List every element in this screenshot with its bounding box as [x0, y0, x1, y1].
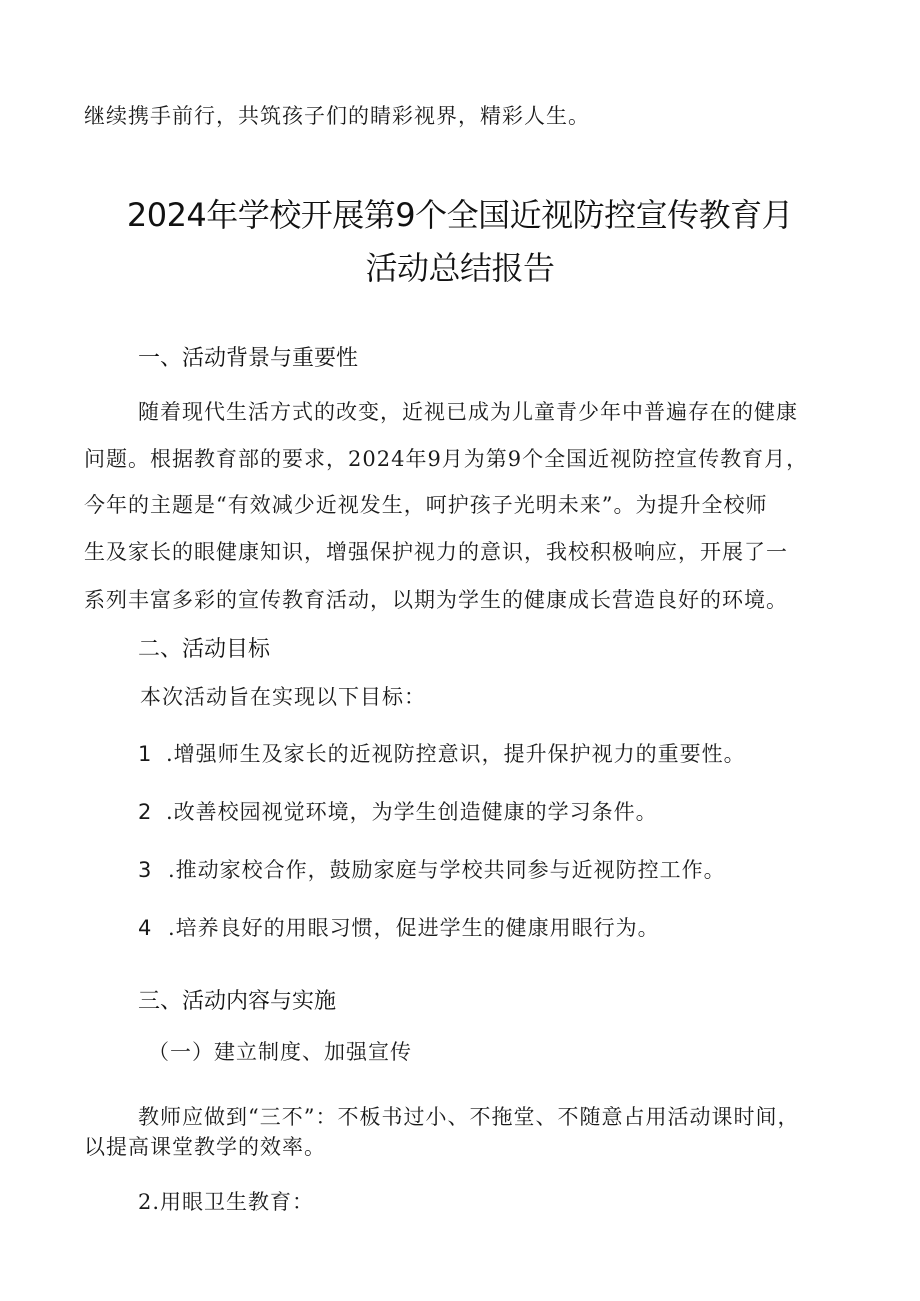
paragraph-line: 今年的主题是“有效减少近视发生，呵护孩子光明未来”。为提升全校师 [84, 493, 768, 517]
section3-subheading: （一）建立制度、加强宣传 [148, 1040, 412, 1064]
goal-number: 1 [138, 742, 153, 766]
paragraph-line: 问题。根据教育部的要求，2024年9月为第9个全国近视防控宣传教育月， [84, 447, 809, 471]
page-title-line-1: 2024年学校开展第9个全国近视防控宣传教育月 [126, 196, 794, 234]
goal-number: 4 [138, 916, 153, 940]
section1-heading: 一、活动背景与重要性 [138, 346, 359, 371]
goal-text: .培养良好的用眼习惯，促进学生的健康用眼行为。 [168, 916, 660, 940]
goal-number: 2 [138, 800, 153, 824]
paragraph-line: 以提高课堂教学的效率。 [84, 1135, 326, 1159]
goal-text: .增强师生及家长的近视防控意识，提升保护视力的重要性。 [166, 742, 746, 766]
list-item [138, 856, 726, 884]
intro-line: 继续携手前行，共筑孩子们的睛彩视界，精彩人生。 [84, 104, 590, 128]
paragraph-line: 系列丰富多彩的宣传教育活动，以期为学生的健康成长营造良好的环境。 [84, 588, 788, 612]
section3-heading: 三、活动内容与实施 [138, 989, 337, 1014]
paragraph-line: 教师应做到“三不”：不板书过小、不拖堂、不随意占用活动课时间， [138, 1105, 800, 1129]
list-item [138, 914, 660, 942]
section3-item-2: 2.用眼卫生教育： [138, 1190, 315, 1214]
paragraph-line: 随着现代生活方式的改变，近视已成为儿童青少年中普遍存在的健康 [138, 400, 798, 424]
paragraph-line: 生及家长的眼健康知识，增强保护视力的意识，我校积极响应，开展了一 [84, 540, 788, 564]
goal-number: 3 [138, 858, 153, 882]
goal-text: .推动家校合作，鼓励家庭与学校共同参与近视防控工作。 [168, 858, 726, 882]
goal-text: .改善校园视觉环境，为学生创造健康的学习条件。 [166, 800, 658, 824]
list-item [138, 740, 746, 768]
section2-heading: 二、活动目标 [138, 637, 271, 662]
list-item [138, 798, 658, 826]
section2-intro: 本次活动旨在实现以下目标： [140, 685, 426, 709]
page-title-line-2: 活动总结报告 [365, 249, 555, 287]
